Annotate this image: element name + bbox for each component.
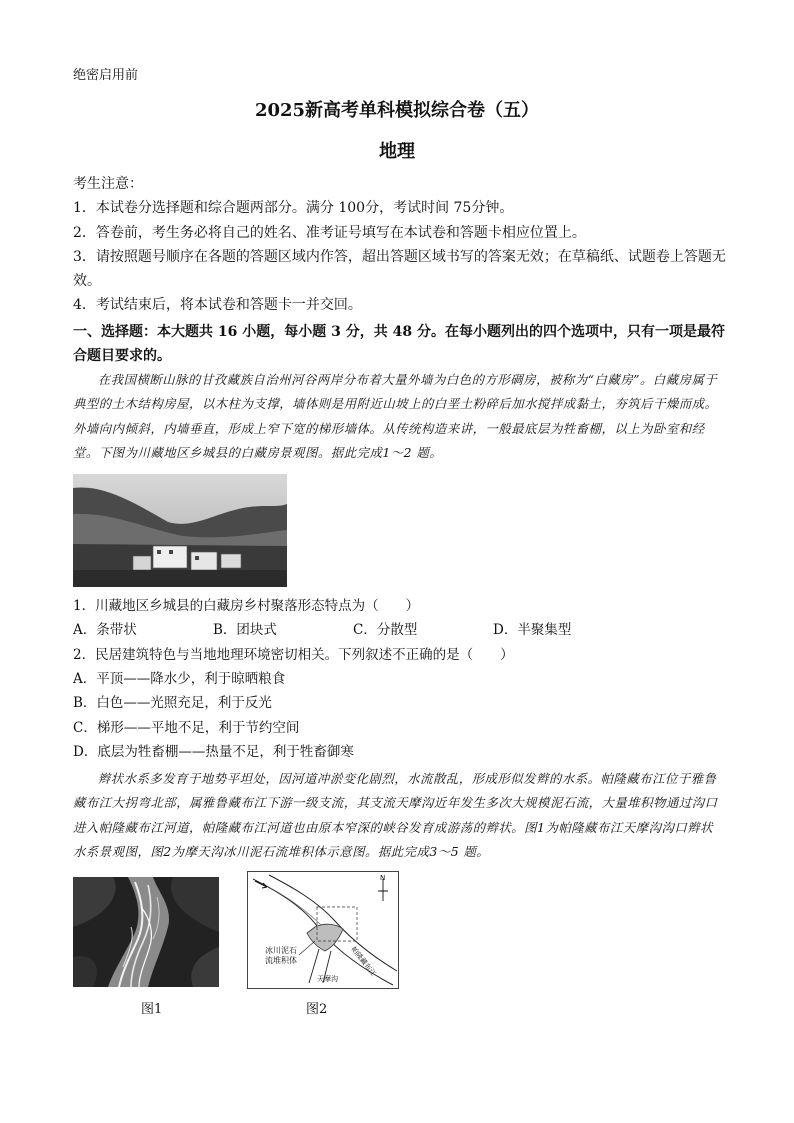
river-label: 帕隆藏布江 <box>349 945 378 978</box>
north-label: N <box>380 874 386 882</box>
question-2 <box>73 643 733 764</box>
option-a: A．平顶——降水少，利于晾晒粮食 <box>73 671 286 688</box>
option-c: C．分散型 <box>353 622 418 639</box>
note-item: 2．答卷前，考生务必将自己的姓名、准考证号填写在本试卷和答题卡相应位置上。 <box>73 224 586 241</box>
exam-notes <box>73 172 733 318</box>
confidential-label: 绝密启用前 <box>73 68 139 83</box>
option-a: A．条带状 <box>73 622 137 639</box>
option-d: D．半聚集型 <box>493 622 572 639</box>
debris-label-line1: 冰川泥石 <box>265 946 297 955</box>
section-heading: 一、选择题：本大题共 16 小题，每小题 3 分，共 48 分。在每小题列出的四个选项中，只有一项是最符合题目要求的。 <box>73 324 725 364</box>
passage-2-text: 辫状水系多发育于地势平坦处，因河道冲淤变化剧烈，水流散乱，形成形似发辫的水系。帕隆藏布江位于雅鲁藏布江大拐弯北部，属雅鲁藏布江下游一级支流，其支流天摩沟近年发生多次大规模泥石流，大量堆积物通过沟口进入帕隆藏布江河道，帕隆藏布江河道也由原本窄深的峡谷发育成游荡的辫状。图1为帕隆藏布江天摩沟沟口辫状水系景观图，图2为摩天沟冰川泥石流堆积体示意图。据此完成3～5 题。 <box>73 771 718 860</box>
option-c: C．梯形——平地不足，利于节约空间 <box>73 719 300 736</box>
figure-1-caption: 图1 <box>141 1002 163 1017</box>
braided-river-photo <box>73 877 219 987</box>
passage-1 <box>73 368 723 466</box>
options-row <box>73 618 733 642</box>
passage-2 <box>73 767 723 865</box>
option-b: B．团块式 <box>213 622 277 639</box>
notes-heading: 考生注意： <box>73 176 143 192</box>
subject-title: 地理 <box>379 141 415 162</box>
white-tibetan-houses-photo <box>73 474 287 587</box>
question-1 <box>73 594 733 642</box>
debris-flow-diagram <box>247 871 399 989</box>
question-stem: 2．民居建筑特色与当地地理环境密切相关。下列叙述不正确的是（ ） <box>73 647 514 663</box>
note-item: 4．考试结束后，将本试卷和答题卡一并交回。 <box>73 297 362 314</box>
option-b: B．白色——光照充足，利于反光 <box>73 695 272 712</box>
figure-2-caption: 图2 <box>306 1002 328 1017</box>
exam-title: 2025新高考单科模拟综合卷（五） <box>254 100 540 121</box>
valley-label: 天摩沟 <box>317 975 338 983</box>
passage-1-text: 在我国横断山脉的甘孜藏族自治州河谷两岸分布着大量外墙为白色的方形碉房，被称为“白藏房”。白藏房属于典型的土木结构房屋，以木柱为支撑，墙体则是用附近山坡上的白垩土粉碎后加水搅拌成黏土，夯筑后干燥而成。外墙向内倾斜，内墙垂直，形成上窄下宽的梯形墙体。从传统构造来讲，一般最底层为牲畜棚，以上为卧室和经堂。下图为川藏地区乡城县的白藏房景观图。据此完成1～2 题。 <box>73 372 718 461</box>
debris-label-line2: 流堆积体 <box>265 956 297 965</box>
note-item: 3．请按照题号顺序在各题的答题区域内作答，超出答题区域书写的答案无效；在草稿纸、试题卷上答题无效。 <box>73 248 726 290</box>
option-d: D．底层为牲畜棚——热量不足，利于牲畜御寒 <box>73 743 354 760</box>
note-item: 1．本试卷分选择题和综合题两部分。满分 100分，考试时间 75分钟。 <box>73 200 514 217</box>
question-stem: 1．川藏地区乡城县的白藏房乡村聚落形态特点为（ ） <box>73 598 420 614</box>
